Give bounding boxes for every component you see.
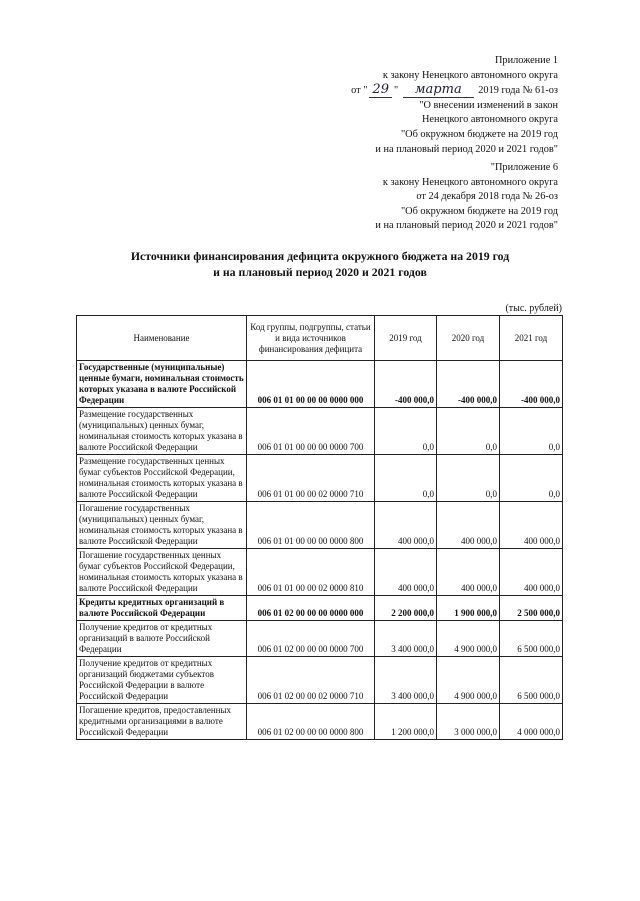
row-value-2019: -400 000,0 [375,361,437,408]
row-code: 006 01 01 00 00 00 0000 700 [247,408,375,455]
header-line: от 24 декабря 2018 года № 26-оз [416,191,558,203]
law-date-line [351,83,558,99]
header-line: Ненецкого автономного округа [421,114,558,126]
handwritten-day: 29 [369,82,392,98]
handwritten-month: марта [403,82,474,98]
row-value-2019: 3 400 000,0 [375,657,437,704]
row-value-2021: 6 500 000,0 [500,657,563,704]
row-value-2021: 6 500 000,0 [500,621,563,657]
row-value-2021: 2 500 000,0 [500,596,563,621]
table-row [77,704,563,740]
row-name: Получение кредитов от кредитных организаций в валюте Российской Федерации [77,621,247,657]
row-value-2019: 1 200 000,0 [375,704,437,740]
row-value-2021: 4 000 000,0 [500,704,563,740]
date-suffix: 2019 года № 61-оз [478,85,558,97]
date-mid: " [393,85,399,97]
row-value-2019: 2 200 000,0 [375,596,437,621]
row-value-2020: 0,0 [437,455,500,502]
row-value-2020: 0,0 [437,408,500,455]
header-line: "Приложение 6 [490,162,558,173]
row-code: 006 01 01 00 00 02 0000 710 [247,455,375,502]
column-header-2021: 2021 год [500,316,563,361]
appendix-6-header [375,161,558,234]
column-header-name: Наименование [77,316,247,361]
table-header-row [77,316,563,361]
units-label: (тыс. рублей) [505,303,562,314]
row-value-2021: -400 000,0 [500,361,563,408]
column-header-code: Код группы, подгруппы, статьи и вида источников финансирования дефицита [247,316,375,361]
title-line-2: и на плановый период 2020 и 2021 годов [213,265,427,279]
appendix-header [351,54,558,157]
row-code: 006 01 01 00 00 00 0000 800 [247,502,375,549]
header-line: "О внесении изменений в закон [419,99,558,111]
row-name: Погашение кредитов, предоставленных кредитными организациями в валюте Российской Федерации [77,704,247,740]
table-row [77,408,563,455]
title-line-1: Источники финансирования дефицита окружного бюджета на 2019 год [130,249,510,263]
table-row [77,455,563,502]
row-name: Размещение государственных (муниципальных) ценных бумаг, номинальная стоимость которых указана в валюте Российской Федерации [77,408,247,455]
row-code: 006 01 02 00 00 02 0000 710 [247,657,375,704]
row-value-2021: 0,0 [500,408,563,455]
header-line: "Об окружном бюджете на 2019 год [400,205,558,217]
document-title [0,248,640,280]
row-name: Государственные (муниципальные) ценные бумаги, номинальная стоимость которых указана в валюте Российской Федерации [77,361,247,408]
table-row [77,502,563,549]
row-value-2020: 4 900 000,0 [437,621,500,657]
header-line: и на плановый период 2020 и 2021 годов" [375,143,558,155]
row-code: 006 01 01 00 00 00 0000 000 [247,361,375,408]
row-value-2020: 1 900 000,0 [437,596,500,621]
row-value-2020: 400 000,0 [437,502,500,549]
row-value-2019: 0,0 [375,408,437,455]
row-value-2020: 4 900 000,0 [437,657,500,704]
row-code: 006 01 02 00 00 00 0000 800 [247,704,375,740]
row-value-2019: 3 400 000,0 [375,621,437,657]
row-name: Размещение государственных ценных бумаг субъектов Российской Федерации, номинальная стоимость которых указана в валюте Российской Федерации [77,455,247,502]
row-code: 006 01 01 00 00 02 0000 810 [247,549,375,596]
column-header-2020: 2020 год [437,316,500,361]
row-name: Кредиты кредитных организаций в валюте Российской Федерации [77,596,247,621]
header-line: к закону Ненецкого автономного округа [382,69,558,81]
column-header-2019: 2019 год [375,316,437,361]
row-value-2020: 400 000,0 [437,549,500,596]
row-value-2021: 0,0 [500,455,563,502]
row-value-2021: 400 000,0 [500,549,563,596]
row-name: Погашение государственных (муниципальных) ценных бумаг, номинальная стоимость которых указана в валюте Российской Федерации [77,502,247,549]
date-prefix: от " [351,85,368,97]
table-row [77,361,563,408]
row-value-2020: 3 000 000,0 [437,704,500,740]
row-value-2020: -400 000,0 [437,361,500,408]
row-name: Получение кредитов от кредитных организаций бюджетами субъектов Российской Федерации в валюте Российской Федерации [77,657,247,704]
header-line: Приложение 1 [495,55,558,66]
row-name: Погашение государственных ценных бумаг субъектов Российской Федерации, номинальная стоимость которых указана в валюте Российской Федерации [77,549,247,596]
header-line: к закону Ненецкого автономного округа [382,176,558,188]
row-code: 006 01 02 00 00 00 0000 000 [247,596,375,621]
header-line: и на плановый период 2020 и 2021 годов" [375,220,558,232]
row-value-2019: 0,0 [375,455,437,502]
table-row [77,549,563,596]
table-row [77,657,563,704]
row-value-2019: 400 000,0 [375,549,437,596]
header-line: "Об окружном бюджете на 2019 год [400,128,558,140]
table-row [77,621,563,657]
row-value-2019: 400 000,0 [375,502,437,549]
table-row [77,596,563,621]
row-value-2021: 400 000,0 [500,502,563,549]
deficit-sources-table [76,315,563,740]
row-code: 006 01 02 00 00 00 0000 700 [247,621,375,657]
